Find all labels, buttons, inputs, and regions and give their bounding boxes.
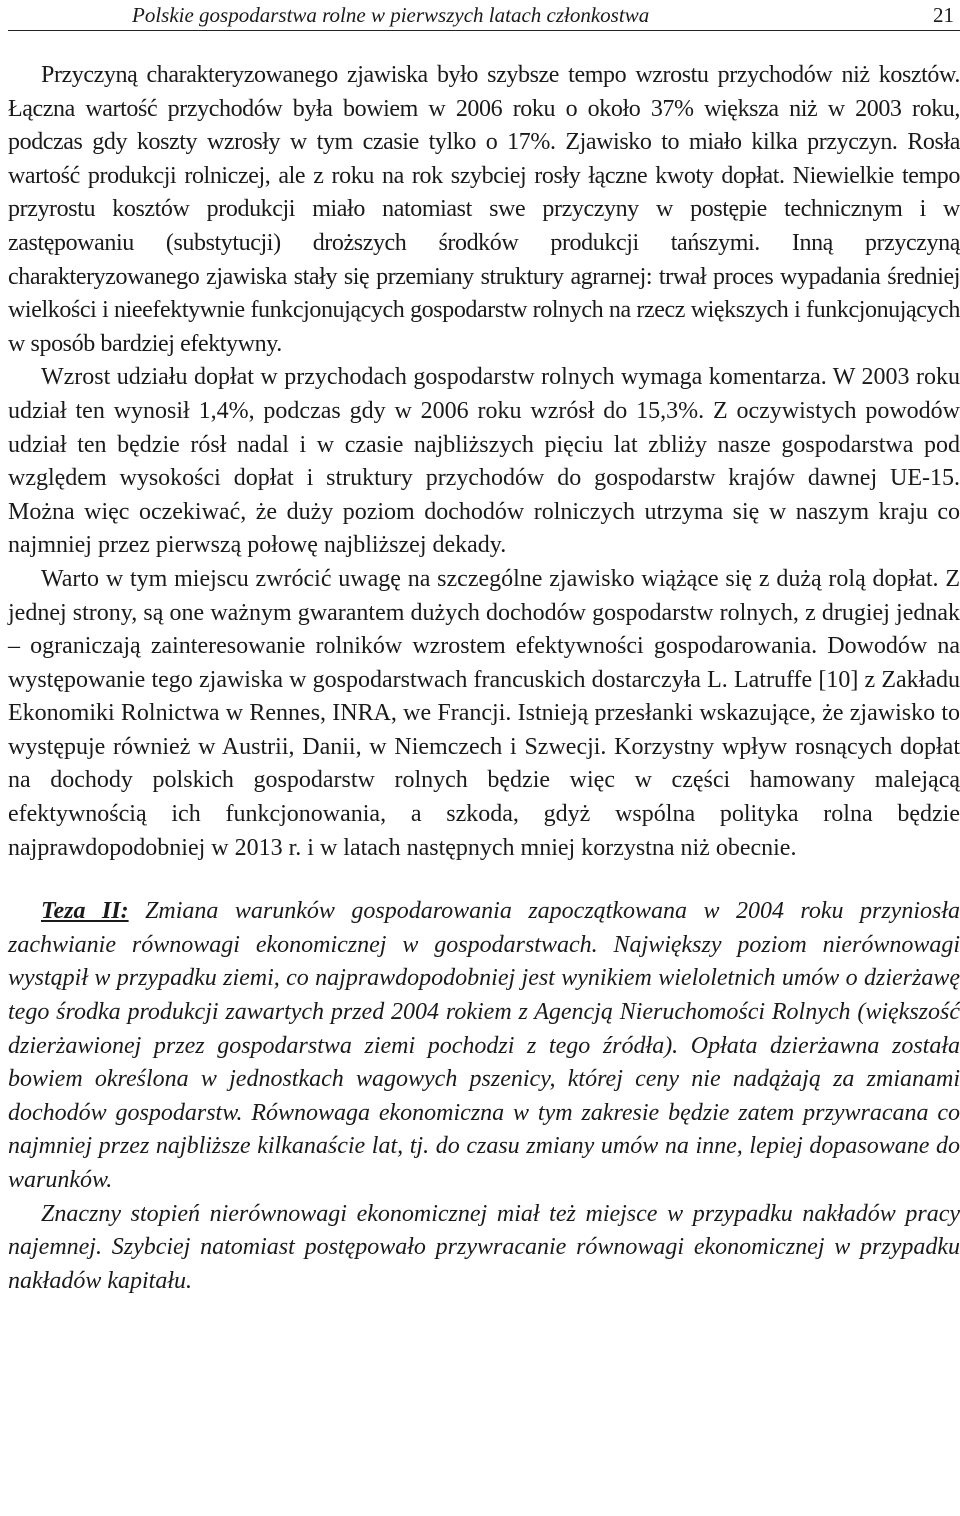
- thesis-section: [8, 895, 960, 1298]
- body-text: [8, 59, 960, 865]
- page-number: 21: [933, 2, 954, 27]
- thesis-text: Zmiana warunków gospodarowania zapoczątkowana w 2004 roku przyniosła zachwianie równowagi ekonomicznej w gospodarstwach. Największy poziom nierównowagi wystąpił w przypadku ziemi, co najprawdopodobniej jest wynikiem wieloletnich umów o dzierżawę tego środka produkcji zawartych przed 2004 rokiem z Agencją Nieruchomości Rolnych (większość dzierżawionej przez gospodarstwa ziemi pochodzi z tego źródła). Opłata dzierżawna została bowiem określona w jednostkach wagowych pszenicy, której ceny nie nadążają za zmianami dochodów gospodarstw. Równowaga ekonomiczna w tym zakresie będzie zatem przywracana co najmniej przez najbliższe kilkanaście lat, tj. do czasu zmiany umów na inne, lepiej dopasowane do warunków.: [8, 898, 960, 1193]
- thesis-label: Teza II:: [41, 898, 129, 925]
- running-title: Polskie gospodarstwa rolne w pierwszych latach członkostwa: [132, 2, 650, 27]
- thesis-paragraph: [8, 895, 960, 1197]
- thesis-followup: Znaczny stopień nierównowagi ekonomicznej miał też miejsce w przypadku nakładów pracy najemnej. Szybciej natomiast postępowało przywracanie równowagi ekonomicznej w przypadku nakładów kapitału.: [8, 1200, 960, 1294]
- running-header: [8, 0, 960, 31]
- document-page: [8, 0, 960, 1298]
- paragraph-subsidies-share: Wzrost udziału dopłat w przychodach gospodarstw rolnych wymaga komentarza. W 2003 roku udział ten wynosił 1,4%, podczas gdy w 2006 roku wzrósł do 15,3%. Z oczywistych powodów udział ten będzie rósł nadal i w czasie najbliższych pięciu lat zbliży nasze gospodarstwa pod względem wysokości dopłat i struktury przychodów do gospodarstw krajów dawnej UE-15. Można więc oczekiwać, że duży poziom dochodów rolniczych utrzyma się w naszym kraju co najmniej przez pierwszą połowę najbliższej dekady.: [8, 364, 960, 559]
- paragraph-causes: Przyczyną charakteryzowanego zjawiska było szybsze tempo wzrostu przychodów niż kosztów. Łączna wartość przychodów była bowiem w 2006 roku o około 37% większa niż w 2003 roku, podczas gdy koszty wzrosły w tym czasie tylko o 17%. Zjawisko to miało kilka przyczyn. Rosła wartość produkcji rolniczej, ale z roku na rok szybciej rosły łączne kwoty dopłat. Niewielkie tempo przyrostu kosztów produkcji miało natomiast swe przyczyny w postępie technicznym i w zastępowaniu (substytucji) droższych środków produkcji tańszymi. Inną przyczyną charakteryzowanego zjawiska stały się przemiany struktury agrarnej: trwał proces wypadania średniej wielkości i nieefektywnie funkcjonujących gospodarstw rolnych na rzecz większych i funkcjonujących w sposób bardziej efektywny.: [8, 62, 960, 357]
- paragraph-efficiency: Warto w tym miejscu zwrócić uwagę na szczególne zjawisko wiążące się z dużą rolą dopłat. Z jednej strony, są one ważnym gwarantem dużych dochodów gospodarstw rolnych, z drugiej jednak – ograniczają zainteresowanie rolników wzrostem efektywności gospodarowania. Dowodów na występowanie tego zjawiska w gospodarstwach francuskich dostarczyła L. Latruffe [10] z Zakładu Ekonomiki Rolnictwa w Rennes, INRA, we Francji. Istnieją przesłanki wskazujące, że zjawisko to występuje również w Austrii, Danii, w Niemczech i Szwecji. Korzystny wpływ rosnących dopłat na dochody polskich gospodarstw rolnych będzie więc w części hamowany malejącą efektywnością ich funkcjonowania, a szkoda, gdyż wspólna polityka rolna będzie najprawdopodobniej w 2013 r. i w latach następnych mniej korzystna niż obecnie.: [8, 565, 960, 861]
